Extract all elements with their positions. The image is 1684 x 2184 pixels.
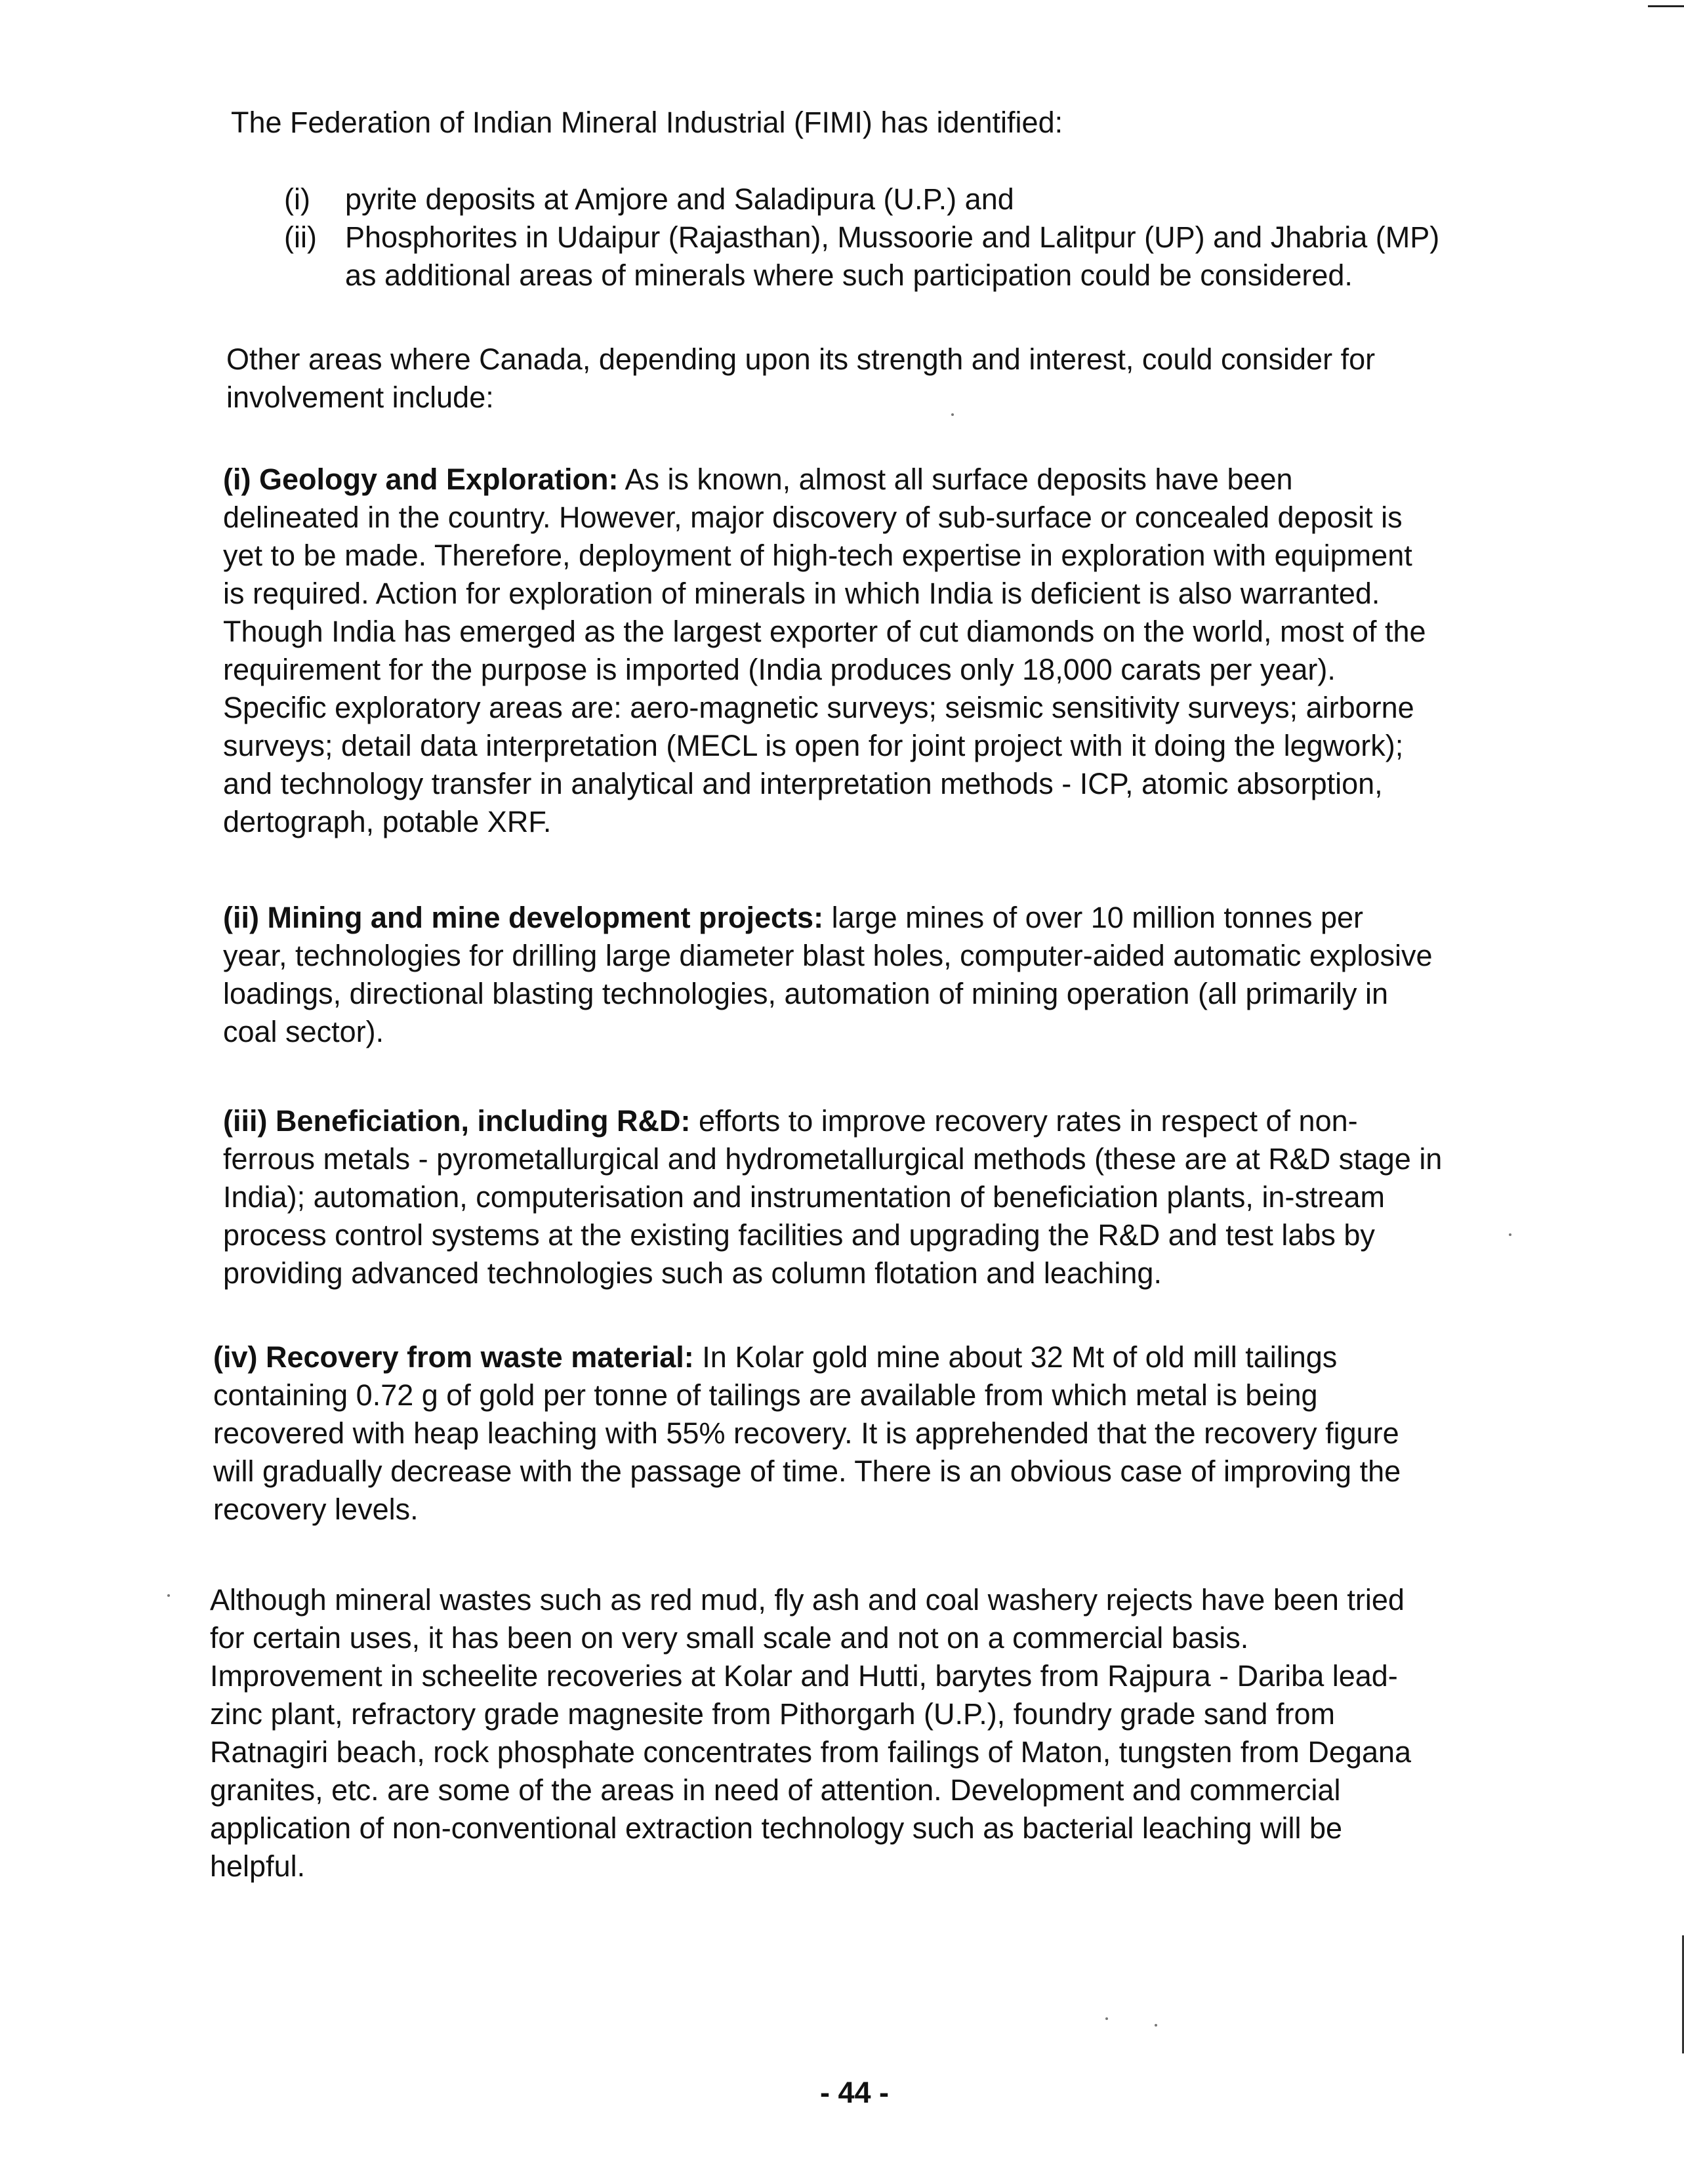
section-geology-exploration [223, 461, 1535, 841]
scan-speck [1105, 2017, 1108, 2020]
scan-speck [167, 1594, 170, 1597]
section-recovery-waste [213, 1338, 1525, 1529]
list-item-number: (i) [284, 182, 310, 216]
section-heading: (iii) Beneficiation, including R&D: [223, 1104, 691, 1138]
list-item [284, 218, 1530, 295]
section-body: large mines of over 10 million tonnes per year, technologies for drilling large diameter blast holes, computer-aided automatic explosive loadings, directional blasting technologies, automation of mining operation (all primarily in coal sector). [223, 901, 1433, 1048]
section-body: As is known, almost all surface deposits have been delineated in the country. However, major discovery of sub-surface or concealed deposit is yet to be made. Therefore, deployment of high-tech expertise in exploration with equipment is required. Action for exploration of minerals in which India is deficient is also warranted. Though India has emerged as the largest exporter of cut diamonds on the world, most of the requirement for the purpose is imported (India produces only 18,000 carats per year). Specific exploratory areas are: aero-magnetic surveys; seismic sensitivity surveys; airborne surveys; detail data interpretation (MECL is open for joint project with it doing the legwork); and technology transfer in analytical and interpretation methods - ICP, atomic absorption, dertograph, potable XRF. [223, 463, 1426, 838]
closing-paragraph: Although mineral wastes such as red mud, fly ash and coal washery rejects have been tried for certain uses, it has been on very small scale and not on a commercial basis. Improvement in scheelite recoveries at Kolar and Hutti, barytes from Rajpura - Dariba lead- zinc plant, refractory grade magnesite from Pithorgarh (U.P.), foundry grade sand from Ratnagiri beach, rock phosphate concentrates from failings of Maton, tungsten from Degana granites, etc. are some of the areas in need of attention. Development and commercial application of non-conventional extraction technology such as bacterial leaching will be helpful. [210, 1583, 1412, 1883]
list-item-text: Phosphorites in Udaipur (Rajasthan), Mussoorie and Lalitpur (UP) and Jhabria (MP) as additional areas of minerals where such participation could be considered. [345, 220, 1440, 292]
scan-speck [1155, 2024, 1157, 2027]
section-heading: (i) Geology and Exploration: [223, 463, 619, 496]
scan-edge-mark [1648, 5, 1684, 7]
scan-speck [1509, 1233, 1511, 1236]
intro-paragraph: The Federation of Indian Mineral Industrial (FIMI) has identified: [231, 106, 1063, 139]
section-heading: (ii) Mining and mine development projects: [223, 901, 824, 934]
section-beneficiation [223, 1102, 1535, 1292]
other-areas-paragraph: Other areas where Canada, depending upon its strength and interest, could consider for involvement include: [226, 342, 1376, 414]
identified-list [284, 180, 1530, 295]
list-item [284, 180, 1530, 218]
list-item-number: (ii) [284, 220, 317, 254]
scan-speck [951, 413, 954, 416]
section-mining-development [223, 899, 1535, 1051]
section-body: efforts to improve recovery rates in respect of non- ferrous metals - pyrometallurgical and hydrometallurgical methods (these are at R&D stage in India); automation, computerisation and instrumentation of beneficiation plants, in-stream process control systems at the existing facilities and upgrading the R&D and test labs by providing advanced technologies such as column flotation and leaching. [223, 1104, 1443, 1290]
list-item-text: pyrite deposits at Amjore and Saladipura (U.P.) and [345, 182, 1014, 216]
section-body: In Kolar gold mine about 32 Mt of old mill tailings containing 0.72 g of gold per tonne of tailings are available from which metal is being recovered with heap leaching with 55% recovery. It is apprehended that the recovery figure will gradually decrease with the passage of time. There is an obvious case of improving the recovery levels. [213, 1340, 1401, 1526]
page-number: - 44 - [820, 2076, 890, 2109]
section-heading: (iv) Recovery from waste material: [213, 1340, 694, 1374]
